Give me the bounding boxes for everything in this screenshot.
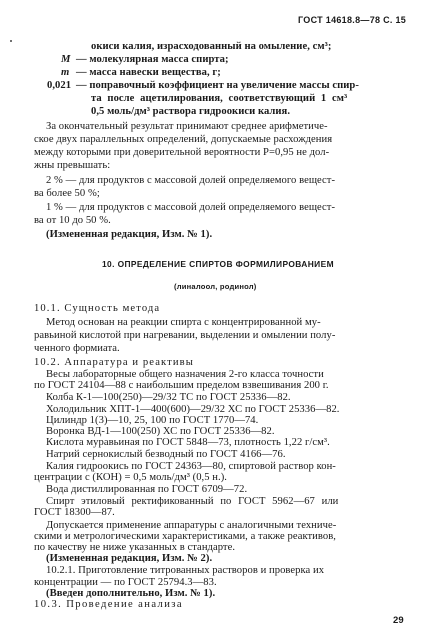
- section-title: 10. ОПРЕДЕЛЕНИЕ СПИРТОВ ФОРМИЛИРОВАНИЕМ: [102, 259, 334, 269]
- method-text: Метод основан на реакции спирта с концентрированной му-: [46, 317, 321, 328]
- equipment-item: Колба К-1—100(250)—29/32 ТС по ГОСТ 25336—82.: [46, 392, 291, 404]
- result-paragraph-line: За окончательный результат принимают среднее арифметиче-: [46, 121, 328, 132]
- variable-definition: та после ацетилирования, соответствующий 1 см³: [91, 93, 348, 104]
- result-paragraph-line: ское двух параллельных определений, допускаемые расхождения: [34, 134, 333, 145]
- method-text: ченного формиата.: [34, 343, 120, 354]
- method-text: равьиной кислотой при нагревании, выделении и омылении полу-: [34, 330, 336, 341]
- variable-symbol: 0,021: [47, 80, 72, 91]
- variable-symbol: m: [61, 67, 70, 78]
- equipment-item: Воронка ВД-1—100(250) ХС по ГОСТ 25336—82.: [46, 426, 275, 438]
- equipment-item: ГОСТ 18300—87.: [34, 507, 115, 519]
- speck-mark: [10, 40, 12, 42]
- tolerance-rule: ва от 10 до 50 %.: [34, 215, 111, 226]
- equipment-item: Натрий сернокислый безводный по ГОСТ 4166—76.: [46, 448, 286, 460]
- equipment-item: по ГОСТ 24104—88 с наибольшим пределом взвешивания 200 г.: [34, 380, 329, 392]
- subsection-heading: 10.2. Аппаратура и реактивы: [34, 357, 194, 368]
- equipment-item: Спирт этиловый ректификованный по ГОСТ 5962—67 или: [46, 496, 339, 508]
- tolerance-rule: 1 % — для продуктов с массовой долей определяемого вещест-: [46, 202, 336, 213]
- equipment-item: Допускается применение аппаратуры с аналогичными техниче-: [46, 519, 337, 531]
- variable-definition: 0,5 моль/дм³ раствора гидроокиси калия.: [91, 106, 291, 117]
- equipment-item: Весы лабораторные общего назначения 2-го класса точности: [46, 369, 324, 381]
- amendment-note: (Измененная редакция, Изм. № 1).: [46, 229, 213, 240]
- tolerance-rule: 2 % — для продуктов с массовой долей определяемого вещест-: [46, 175, 336, 186]
- result-paragraph-line: жны превышать:: [34, 160, 111, 171]
- equipment-item: Вода дистиллированная по ГОСТ 6709—72.: [46, 484, 248, 496]
- variable-definition: — молекулярная масса спирта;: [76, 54, 229, 65]
- equipment-item: Цилиндр 1(3)—10, 25, 100 по ГОСТ 1770—74.: [46, 414, 259, 426]
- equipment-item: скими и метрологическими характеристиками, а также реактивов,: [34, 530, 336, 542]
- variable-definition: — поправочный коэффициент на увеличение массы спир-: [76, 80, 359, 91]
- equipment-item: центрации с (КОН) = 0,5 моль/дм³ (0,5 н.).: [34, 471, 227, 483]
- page-number: 29: [393, 615, 404, 626]
- equipment-item: Холодильник ХПТ-1—400(600)—29/32 ХС по ГОСТ 25336—82.: [46, 403, 340, 415]
- subsection-text: 10.2.1. Приготовление титрованных растворов и проверка их: [46, 565, 325, 577]
- section-subtitle: (линалоол, родинол): [174, 282, 257, 291]
- subsection-text: концентрации — по ГОСТ 25794.3—83.: [34, 576, 217, 588]
- page-header: ГОСТ 14618.8—78 С. 15: [298, 15, 407, 25]
- equipment-item: Калия гидроокись по ГОСТ 24363—80, спиртовой раствор кон-: [46, 460, 336, 472]
- intro-line: окиси калия, израсходованный на омыление, см³;: [91, 41, 332, 52]
- equipment-item: по качеству не ниже указанных в стандарте.: [34, 542, 236, 553]
- variable-definition: — масса навески вещества, г;: [76, 67, 221, 78]
- subsection-heading: 10.3. Проведение анализа: [34, 599, 183, 610]
- amendment-note: (Измененная редакция, Изм. № 2).: [46, 553, 213, 565]
- tolerance-rule: ва более 50 %;: [34, 188, 100, 199]
- amendment-note: (Введен дополнительно, Изм. № 1).: [46, 587, 216, 599]
- result-paragraph-line: между которыми при доверительной вероятности P=0,95 не дол-: [34, 147, 330, 158]
- subsection-heading: 10.1. Сущность метода: [34, 303, 161, 314]
- variable-symbol: M: [61, 54, 71, 65]
- equipment-item: Кислота муравьиная по ГОСТ 5848—73, плотность 1,22 г/см³.: [46, 437, 330, 449]
